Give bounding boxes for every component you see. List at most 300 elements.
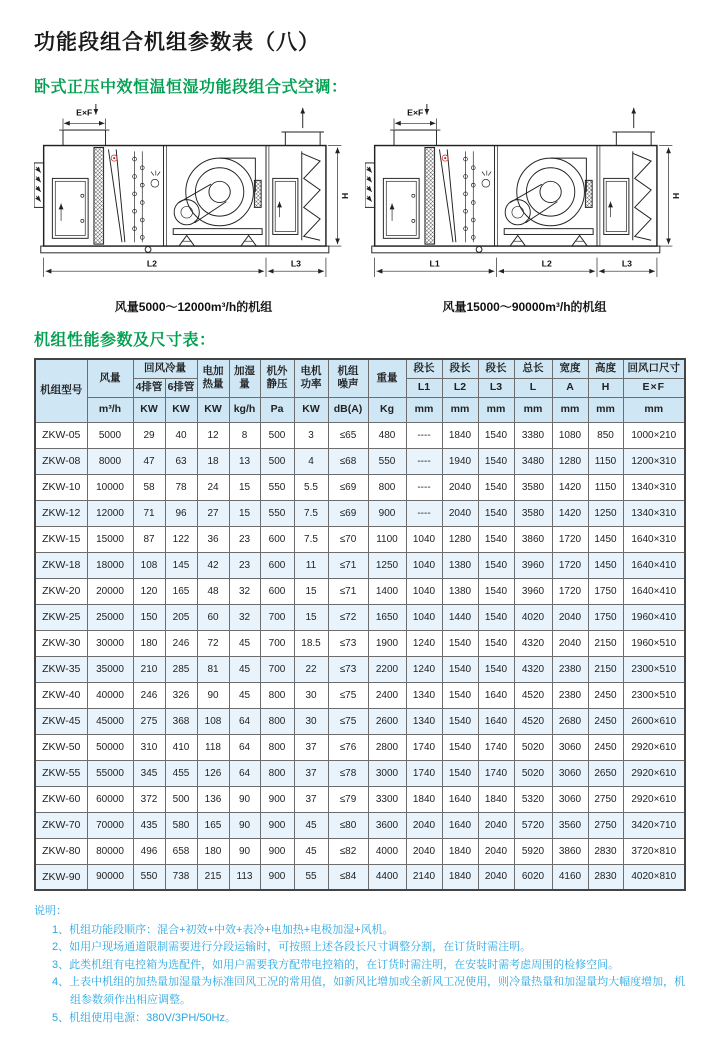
cell-seg-l2: 2040 <box>442 474 478 500</box>
cell-cooling-6row: 580 <box>165 812 197 838</box>
cell-model: ZKW-15 <box>35 526 87 552</box>
cell-total-length: 3960 <box>514 552 552 578</box>
cell-model: ZKW-40 <box>35 682 87 708</box>
cell-model: ZKW-45 <box>35 708 87 734</box>
col-noise: 机组噪声 <box>328 359 368 397</box>
cell-humidification: 45 <box>229 656 260 682</box>
cell-model: ZKW-20 <box>35 578 87 604</box>
cell-cooling-6row: 246 <box>165 630 197 656</box>
cell-cooling-6row: 285 <box>165 656 197 682</box>
cell-seg-l3: 2040 <box>478 812 514 838</box>
dim-label-l1: L1 <box>429 258 440 269</box>
cell-seg-l3: 1540 <box>478 474 514 500</box>
cell-motor-power: 3 <box>294 422 328 448</box>
cell-width: 3560 <box>552 812 588 838</box>
cell-noise: ≤68 <box>328 448 368 474</box>
cell-humidification: 32 <box>229 578 260 604</box>
cell-motor-power: 5.5 <box>294 474 328 500</box>
cell-height: 2650 <box>588 760 623 786</box>
cell-seg-l3: 1540 <box>478 630 514 656</box>
fan-icon <box>173 158 262 234</box>
cell-seg-l1: 1040 <box>406 526 442 552</box>
cell-cooling-4row: 87 <box>133 526 165 552</box>
col-width: 宽度 <box>552 359 588 378</box>
cell-seg-l1: 1740 <box>406 734 442 760</box>
unit-pa: Pa <box>260 397 294 422</box>
cell-cooling-6row: 368 <box>165 708 197 734</box>
cell-cooling-4row: 71 <box>133 500 165 526</box>
cell-motor-power: 4 <box>294 448 328 474</box>
col-model: 机组型号 <box>35 359 87 422</box>
cell-static-pressure: 900 <box>260 812 294 838</box>
cell-weight: 550 <box>368 448 406 474</box>
cell-height: 1750 <box>588 578 623 604</box>
cell-cooling-6row: 410 <box>165 734 197 760</box>
cell-height: 2750 <box>588 812 623 838</box>
cell-height: 1250 <box>588 500 623 526</box>
cell-airflow: 60000 <box>87 786 133 812</box>
cell-heating: 108 <box>197 708 229 734</box>
cell-static-pressure: 700 <box>260 604 294 630</box>
cell-cooling-6row: 205 <box>165 604 197 630</box>
dim-label-l2: L2 <box>146 258 158 269</box>
cell-motor-power: 45 <box>294 812 328 838</box>
cell-heating: 215 <box>197 864 229 890</box>
cell-weight: 2400 <box>368 682 406 708</box>
outlet-duct <box>281 108 324 146</box>
cell-weight: 4000 <box>368 838 406 864</box>
cell-height: 1150 <box>588 448 623 474</box>
cell-height: 850 <box>588 422 623 448</box>
cell-width: 1720 <box>552 552 588 578</box>
cell-humidification: 45 <box>229 630 260 656</box>
cell-noise: ≤69 <box>328 500 368 526</box>
dim-label-l2: L2 <box>541 258 552 269</box>
cell-weight: 1400 <box>368 578 406 604</box>
section-divider-2 <box>266 146 269 247</box>
col-motor-power: 电机功率 <box>294 359 328 397</box>
cell-seg-l2: 1840 <box>442 864 478 890</box>
cell-humidification: 64 <box>229 708 260 734</box>
cell-humidification: 8 <box>229 422 260 448</box>
diagrams-row <box>34 103 686 315</box>
cell-total-length: 5720 <box>514 812 552 838</box>
cell-airflow: 30000 <box>87 630 133 656</box>
unit-mm: mm <box>552 397 588 422</box>
cell-weight: 1650 <box>368 604 406 630</box>
cell-motor-power: 37 <box>294 760 328 786</box>
cell-seg-l1: ---- <box>406 500 442 526</box>
cell-model: ZKW-10 <box>35 474 87 500</box>
cell-humidification: 15 <box>229 474 260 500</box>
cell-airflow: 8000 <box>87 448 133 474</box>
dim-label-l3: L3 <box>290 258 302 269</box>
col-return-cooling: 回风冷量 <box>133 359 197 378</box>
cell-cooling-4row: 345 <box>133 760 165 786</box>
cell-humidification: 15 <box>229 500 260 526</box>
cell-seg-l3: 1540 <box>478 500 514 526</box>
cell-airflow: 18000 <box>87 552 133 578</box>
cell-seg-l3: 2040 <box>478 838 514 864</box>
table-row <box>35 552 685 578</box>
cell-motor-power: 37 <box>294 786 328 812</box>
cell-height: 1750 <box>588 604 623 630</box>
cell-seg-l1: 2040 <box>406 838 442 864</box>
col-height: 高度 <box>588 359 623 378</box>
cell-seg-l2: 1540 <box>442 630 478 656</box>
cell-seg-l2: 1940 <box>442 448 478 474</box>
cell-seg-l2: 1440 <box>442 604 478 630</box>
cell-total-length: 5020 <box>514 760 552 786</box>
notes-section <box>34 903 686 1027</box>
col-l1: L1 <box>406 378 442 397</box>
cell-height: 2150 <box>588 630 623 656</box>
cell-weight: 3300 <box>368 786 406 812</box>
diagram-large-unit <box>365 103 684 315</box>
section-subtitle: 卧式正压中效恒温恒湿功能段组合式空调： <box>34 79 348 96</box>
cell-weight: 2800 <box>368 734 406 760</box>
exf-dimension <box>63 108 106 130</box>
cell-seg-l1: 1340 <box>406 682 442 708</box>
cell-cooling-6row: 40 <box>165 422 197 448</box>
cell-noise: ≤82 <box>328 838 368 864</box>
cell-return-inlet-size: 2300×510 <box>623 656 685 682</box>
cell-return-inlet-size: 1960×510 <box>623 630 685 656</box>
cell-seg-l2: 1640 <box>442 786 478 812</box>
table-row <box>35 578 685 604</box>
exf-label: E×F <box>76 107 93 118</box>
cell-motor-power: 55 <box>294 864 328 890</box>
unit-kw: KW <box>133 397 165 422</box>
cell-static-pressure: 550 <box>260 474 294 500</box>
section-divider-1 <box>164 146 167 247</box>
cell-static-pressure: 900 <box>260 864 294 890</box>
cell-seg-l1: 1040 <box>406 578 442 604</box>
cell-airflow: 40000 <box>87 682 133 708</box>
cell-humidification: 13 <box>229 448 260 474</box>
cell-width: 2380 <box>552 656 588 682</box>
cell-heating: 42 <box>197 552 229 578</box>
cell-total-length: 5320 <box>514 786 552 812</box>
filter-hatch <box>94 147 104 244</box>
diagram-caption-large: 风量15000～90000m³/h的机组 <box>442 300 607 315</box>
cell-airflow: 10000 <box>87 474 133 500</box>
cell-total-length: 3960 <box>514 578 552 604</box>
cell-seg-l1: 1840 <box>406 786 442 812</box>
col-heating: 电加热量 <box>197 359 229 397</box>
cell-weight: 3000 <box>368 760 406 786</box>
table-row <box>35 786 685 812</box>
cell-model: ZKW-70 <box>35 812 87 838</box>
cell-seg-l2: 1840 <box>442 422 478 448</box>
cell-motor-power: 15 <box>294 578 328 604</box>
cell-model: ZKW-25 <box>35 604 87 630</box>
cell-seg-l2: 1540 <box>442 734 478 760</box>
cell-cooling-4row: 29 <box>133 422 165 448</box>
cell-cooling-6row: 122 <box>165 526 197 552</box>
cell-noise: ≤76 <box>328 734 368 760</box>
cell-model: ZKW-90 <box>35 864 87 890</box>
cell-return-inlet-size: 2920×610 <box>623 734 685 760</box>
cell-total-length: 6020 <box>514 864 552 890</box>
cell-cooling-4row: 275 <box>133 708 165 734</box>
cell-model: ZKW-18 <box>35 552 87 578</box>
cell-width: 1420 <box>552 500 588 526</box>
col-rows6: 6排管 <box>165 378 197 397</box>
table-row <box>35 838 685 864</box>
cell-motor-power: 15 <box>294 604 328 630</box>
cell-static-pressure: 800 <box>260 734 294 760</box>
cell-seg-l2: 1840 <box>442 838 478 864</box>
ahu-diagram-svg <box>365 103 684 296</box>
cell-static-pressure: 700 <box>260 656 294 682</box>
table-title: 机组性能参数及尺寸表： <box>34 332 216 350</box>
cell-weight: 1250 <box>368 552 406 578</box>
cell-width: 4160 <box>552 864 588 890</box>
col-a: A <box>552 378 588 397</box>
cell-seg-l1: ---- <box>406 422 442 448</box>
cell-static-pressure: 900 <box>260 838 294 864</box>
cell-humidification: 113 <box>229 864 260 890</box>
cell-model: ZKW-50 <box>35 734 87 760</box>
unit-base <box>41 246 329 253</box>
cell-heating: 81 <box>197 656 229 682</box>
note-item-2: 2、如用户现场通道限制需要进行分段运输时，可按照上述各段长尺寸调整分割，在订货时需注明。 <box>52 941 532 954</box>
cell-seg-l1: 1340 <box>406 708 442 734</box>
cell-airflow: 80000 <box>87 838 133 864</box>
cell-static-pressure: 800 <box>260 760 294 786</box>
cell-airflow: 90000 <box>87 864 133 890</box>
table-row <box>35 812 685 838</box>
cell-width: 3060 <box>552 786 588 812</box>
dim-label-l3: L3 <box>621 258 633 269</box>
cell-total-length: 3580 <box>514 474 552 500</box>
cell-heating: 36 <box>197 526 229 552</box>
unit-casing <box>44 146 326 247</box>
table-row <box>35 422 685 448</box>
cell-total-length: 4520 <box>514 708 552 734</box>
cell-cooling-6row: 63 <box>165 448 197 474</box>
cell-airflow: 12000 <box>87 500 133 526</box>
cell-height: 2450 <box>588 682 623 708</box>
col-seg-l2: 段长 <box>442 359 478 378</box>
cell-noise: ≤73 <box>328 656 368 682</box>
unit-mm: mm <box>623 397 685 422</box>
cell-model: ZKW-80 <box>35 838 87 864</box>
cell-cooling-4row: 180 <box>133 630 165 656</box>
cell-height: 2450 <box>588 708 623 734</box>
cell-model: ZKW-55 <box>35 760 87 786</box>
vibration-mounts <box>179 235 256 246</box>
cell-heating: 24 <box>197 474 229 500</box>
cell-return-inlet-size: 1640×410 <box>623 578 685 604</box>
cell-noise: ≤69 <box>328 474 368 500</box>
cell-airflow: 45000 <box>87 708 133 734</box>
cell-seg-l2: 1540 <box>442 682 478 708</box>
col-h: H <box>588 378 623 397</box>
cell-weight: 2600 <box>368 708 406 734</box>
cell-cooling-6row: 326 <box>165 682 197 708</box>
cell-humidification: 64 <box>229 734 260 760</box>
cell-cooling-4row: 496 <box>133 838 165 864</box>
table-row <box>35 864 685 890</box>
cell-cooling-4row: 58 <box>133 474 165 500</box>
table-row <box>35 760 685 786</box>
cell-cooling-4row: 372 <box>133 786 165 812</box>
cell-cooling-6row: 145 <box>165 552 197 578</box>
cell-humidification: 23 <box>229 526 260 552</box>
cell-total-length: 4320 <box>514 630 552 656</box>
cell-total-length: 3480 <box>514 448 552 474</box>
table-row <box>35 604 685 630</box>
cell-seg-l2: 1380 <box>442 552 478 578</box>
cell-weight: 480 <box>368 422 406 448</box>
cell-seg-l2: 1380 <box>442 578 478 604</box>
cell-cooling-4row: 210 <box>133 656 165 682</box>
col-l: L <box>514 378 552 397</box>
cell-humidification: 45 <box>229 682 260 708</box>
cell-width: 2680 <box>552 708 588 734</box>
cell-airflow: 70000 <box>87 812 133 838</box>
cell-airflow: 5000 <box>87 422 133 448</box>
col-exf: E×F <box>623 378 685 397</box>
cell-height: 2450 <box>588 734 623 760</box>
cell-noise: ≤73 <box>328 630 368 656</box>
cell-airflow: 15000 <box>87 526 133 552</box>
h-dimension <box>328 146 350 247</box>
note-item-5: 5、机组使用电源：380V/3PH/50Hz。 <box>52 1011 236 1024</box>
notes-heading: 说明： <box>34 905 67 918</box>
cell-seg-l3: 1640 <box>478 708 514 734</box>
cell-heating: 90 <box>197 682 229 708</box>
col-weight: 重量 <box>368 359 406 397</box>
cell-seg-l1: 1040 <box>406 552 442 578</box>
table-row <box>35 708 685 734</box>
cell-noise: ≤78 <box>328 760 368 786</box>
cell-humidification: 90 <box>229 838 260 864</box>
cell-heating: 165 <box>197 812 229 838</box>
col-rows4: 4排管 <box>133 378 165 397</box>
cell-total-length: 3860 <box>514 526 552 552</box>
ahu-diagram-svg <box>34 103 353 296</box>
cell-motor-power: 18.5 <box>294 630 328 656</box>
table-row <box>35 448 685 474</box>
cell-model: ZKW-12 <box>35 500 87 526</box>
cell-static-pressure: 500 <box>260 448 294 474</box>
cell-cooling-6row: 78 <box>165 474 197 500</box>
cell-noise: ≤71 <box>328 552 368 578</box>
note-item-1: 1、机组功能段顺序：混合+初效+中效+表冷+电加热+电极加湿+风机。 <box>52 923 394 936</box>
unit-kw: KW <box>197 397 229 422</box>
cell-static-pressure: 550 <box>260 500 294 526</box>
cell-noise: ≤84 <box>328 864 368 890</box>
ahu-unit-drawing <box>34 104 350 253</box>
cell-total-length: 4020 <box>514 604 552 630</box>
table-row <box>35 682 685 708</box>
page-title: 功能段组合机组参数表（八） <box>34 31 320 54</box>
cell-motor-power: 11 <box>294 552 328 578</box>
unit-mm: mm <box>442 397 478 422</box>
cell-cooling-6row: 96 <box>165 500 197 526</box>
table-row <box>35 734 685 760</box>
cell-cooling-4row: 246 <box>133 682 165 708</box>
cell-static-pressure: 800 <box>260 708 294 734</box>
cell-return-inlet-size: 2920×610 <box>623 760 685 786</box>
cell-cooling-4row: 310 <box>133 734 165 760</box>
cell-seg-l1: 1740 <box>406 760 442 786</box>
cell-airflow: 55000 <box>87 760 133 786</box>
cell-humidification: 64 <box>229 760 260 786</box>
access-door-left <box>52 178 88 238</box>
cell-seg-l3: 1540 <box>478 656 514 682</box>
cell-weight: 800 <box>368 474 406 500</box>
cell-heating: 27 <box>197 500 229 526</box>
cell-seg-l1: ---- <box>406 474 442 500</box>
cell-weight: 1900 <box>368 630 406 656</box>
table-row <box>35 630 685 656</box>
cell-heating: 136 <box>197 786 229 812</box>
cell-return-inlet-size: 1340×310 <box>623 474 685 500</box>
intake-duct <box>59 130 109 145</box>
cell-return-inlet-size: 4020×810 <box>623 864 685 890</box>
cell-total-length: 3380 <box>514 422 552 448</box>
cell-heating: 126 <box>197 760 229 786</box>
col-total-len: 总长 <box>514 359 552 378</box>
cell-width: 2380 <box>552 682 588 708</box>
cell-model: ZKW-35 <box>35 656 87 682</box>
cell-seg-l3: 1540 <box>478 552 514 578</box>
cell-return-inlet-size: 2920×610 <box>623 786 685 812</box>
diagram-caption-small: 风量5000～12000m³/h的机组 <box>114 300 273 315</box>
cell-noise: ≤75 <box>328 708 368 734</box>
cell-total-length: 4520 <box>514 682 552 708</box>
unit-airflow: m³/h <box>87 397 133 422</box>
cell-weight: 2200 <box>368 656 406 682</box>
cell-cooling-6row: 738 <box>165 864 197 890</box>
cell-heating: 18 <box>197 448 229 474</box>
cell-seg-l2: 2040 <box>442 500 478 526</box>
cell-width: 1280 <box>552 448 588 474</box>
length-dimensions <box>44 258 326 277</box>
cell-return-inlet-size: 1640×310 <box>623 526 685 552</box>
cell-width: 1720 <box>552 526 588 552</box>
cell-return-inlet-size: 1960×410 <box>623 604 685 630</box>
outlet-baffles <box>302 151 320 240</box>
unit-kgh: kg/h <box>229 397 260 422</box>
cell-width: 3060 <box>552 734 588 760</box>
cell-cooling-6row: 658 <box>165 838 197 864</box>
cell-motor-power: 30 <box>294 682 328 708</box>
cell-heating: 48 <box>197 578 229 604</box>
cell-static-pressure: 600 <box>260 552 294 578</box>
cell-seg-l3: 1840 <box>478 786 514 812</box>
cell-width: 2040 <box>552 630 588 656</box>
spec-table-body <box>35 422 685 890</box>
cell-seg-l1: 1240 <box>406 630 442 656</box>
drain-icon <box>145 247 151 253</box>
cell-static-pressure: 800 <box>260 682 294 708</box>
cell-width: 2040 <box>552 604 588 630</box>
cell-cooling-6row: 455 <box>165 760 197 786</box>
col-l3: L3 <box>478 378 514 397</box>
cell-static-pressure: 900 <box>260 786 294 812</box>
cell-humidification: 90 <box>229 812 260 838</box>
unit-mm: mm <box>514 397 552 422</box>
cell-return-inlet-size: 3720×810 <box>623 838 685 864</box>
cell-humidification: 32 <box>229 604 260 630</box>
cell-seg-l3: 1640 <box>478 682 514 708</box>
spec-table <box>34 358 686 891</box>
